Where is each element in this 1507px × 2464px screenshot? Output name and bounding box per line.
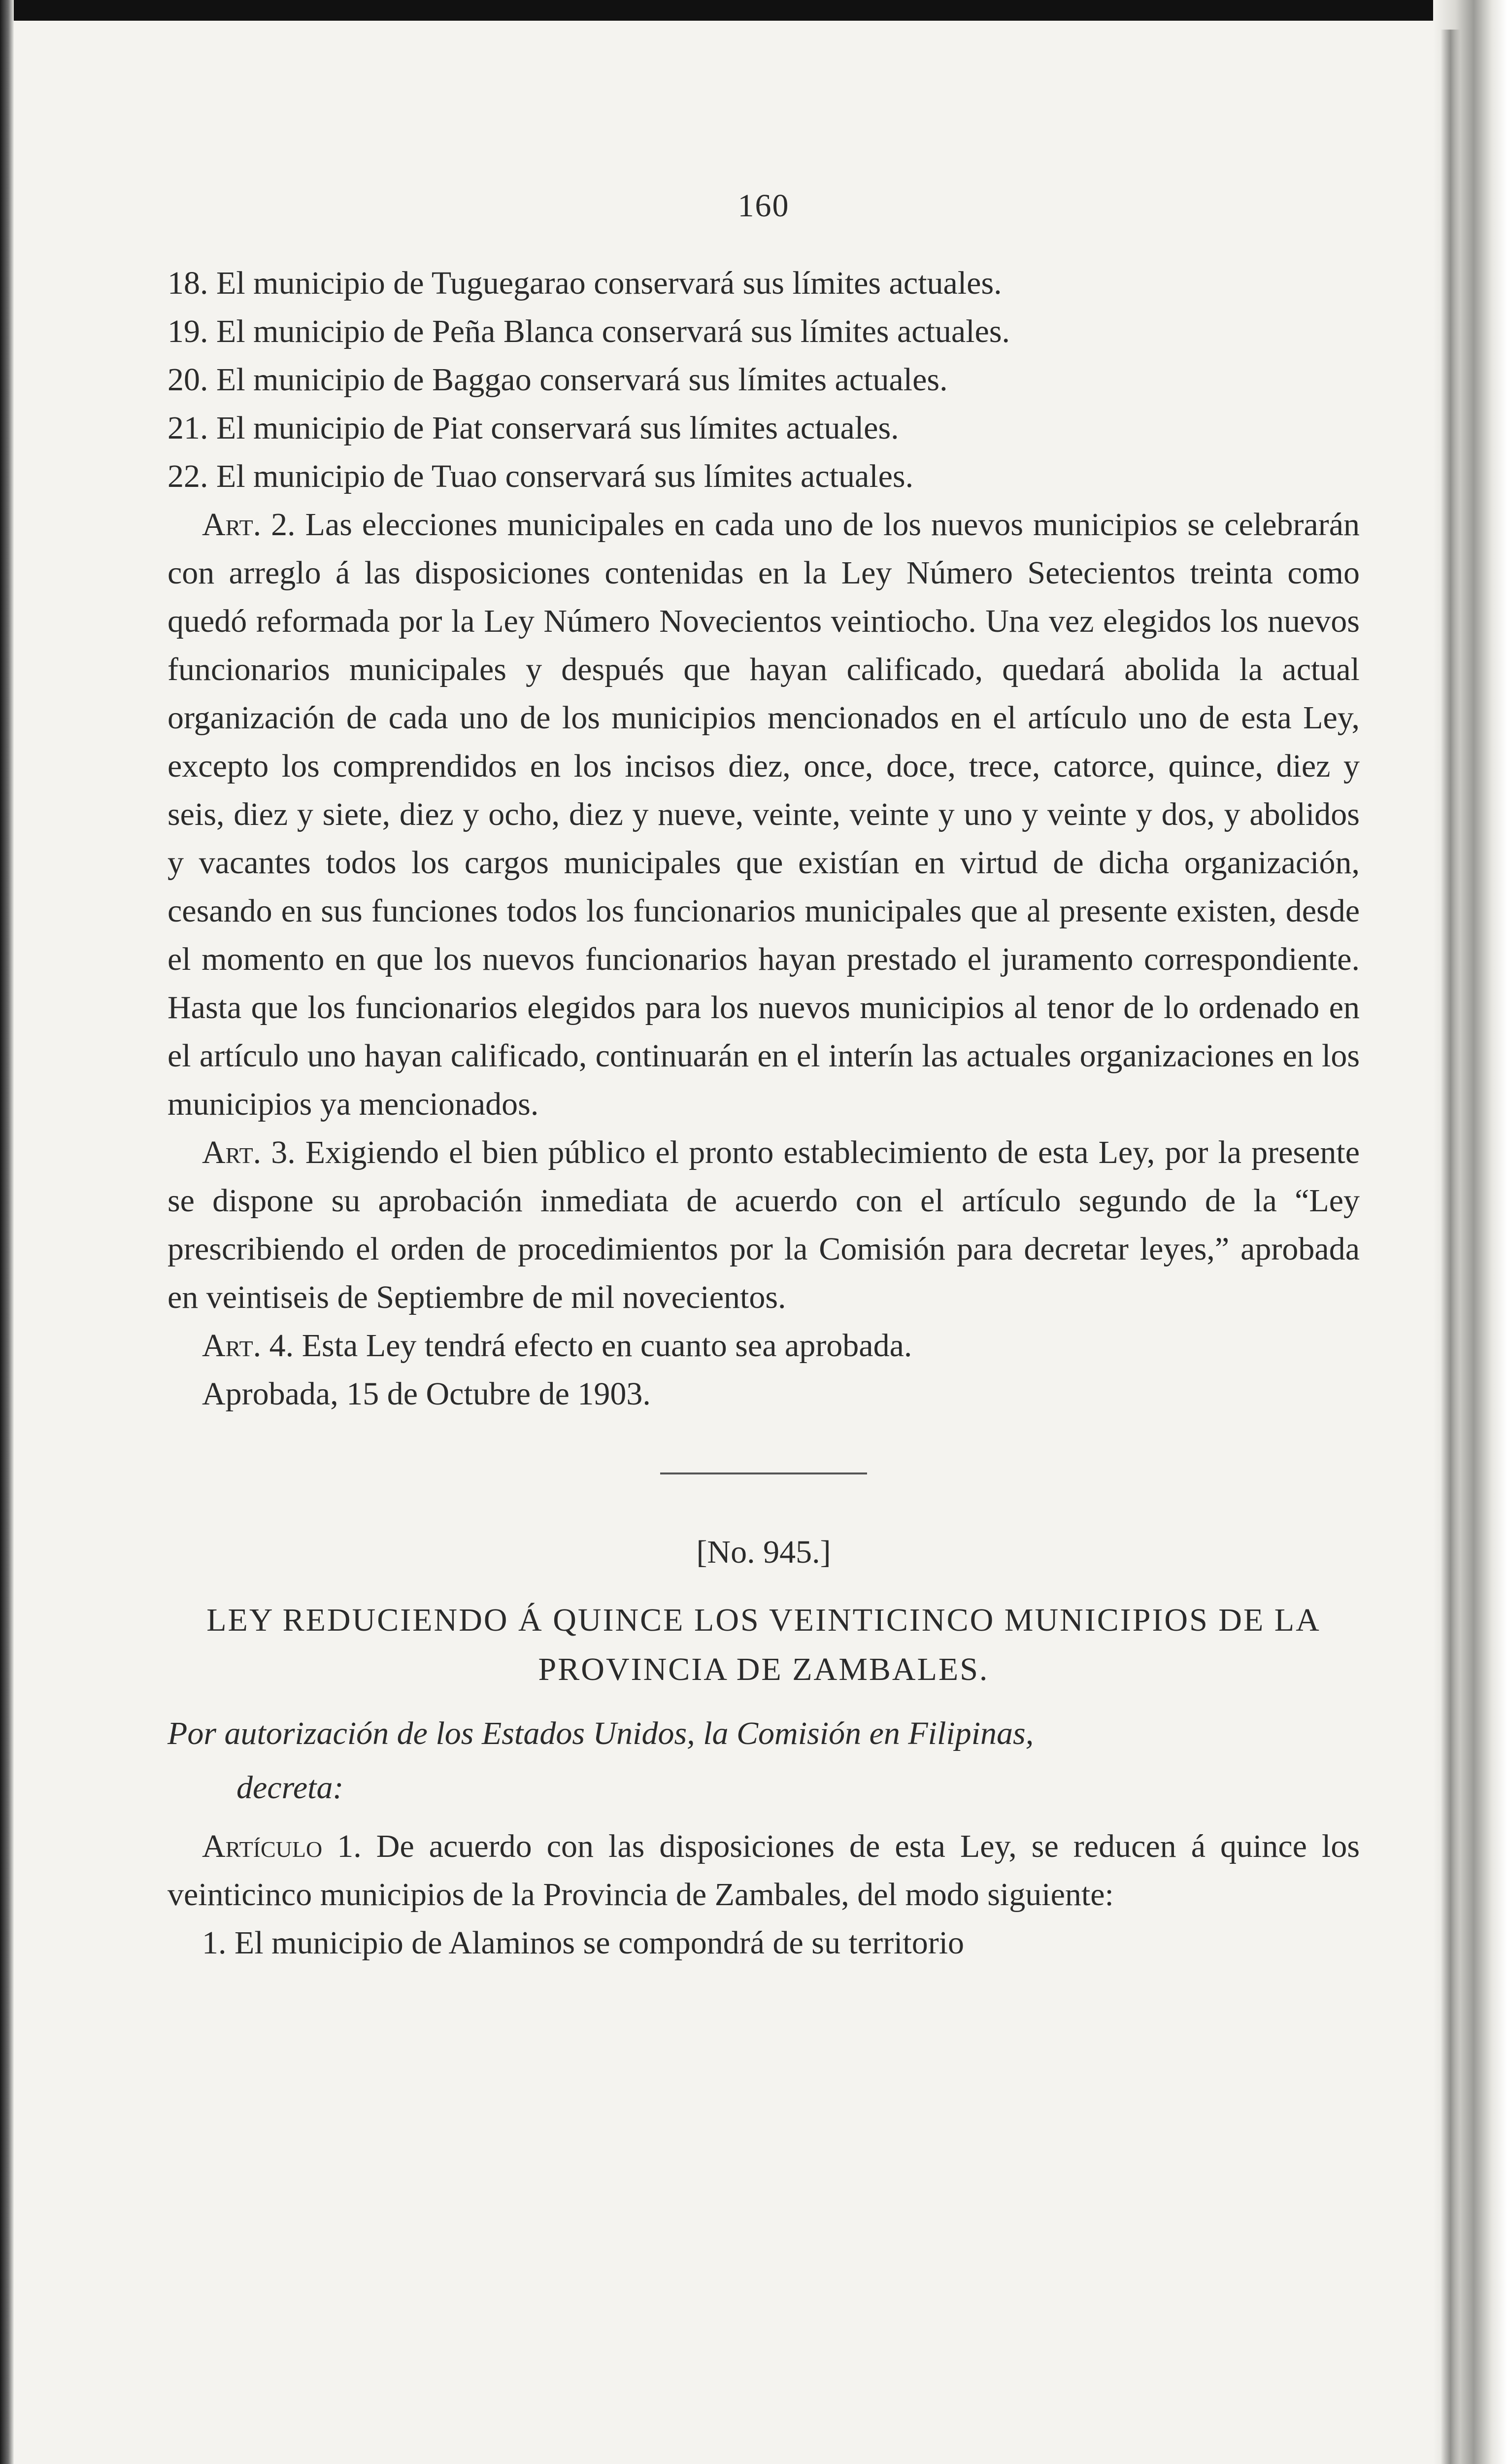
article-text: Exigiendo el bien público el pronto establecimiento de esta Ley, por la presente se dispone su aprobación inmediata de acuerdo con el artículo segundo de la “Ley prescribiendo el orden de procedimientos por la Comisión para decretar leyes,” aprobada en veintiseis de Septiembre de mil novecientos. xyxy=(167,1134,1360,1315)
law-number: [No. 945.] xyxy=(696,1534,831,1570)
article-text: De acuerdo con las disposiciones de esta Ley, se reducen á quince los veinticinco municipios de la Provincia de Zambales, del modo siguiente: xyxy=(167,1828,1360,1913)
decree-word: decreta: xyxy=(236,1770,344,1806)
law-title: LEY REDUCIENDO Á QUINCE LOS VEINTICINCO MUNICIPIOS DE LA PROVINCIA DE ZAMBALES. xyxy=(206,1602,1321,1687)
page-top-edge xyxy=(0,0,1507,21)
list-item: 18. El municipio de Tuguegarao conservará sus límites actuales. xyxy=(167,265,1002,301)
page-number: 160 xyxy=(737,188,790,224)
article-label: Art. 3. xyxy=(202,1134,296,1170)
article-1 xyxy=(167,1822,1360,1919)
article-2 xyxy=(167,501,1360,1129)
article-label: Artículo 1. xyxy=(202,1828,362,1864)
article-3 xyxy=(167,1129,1360,1322)
list-item: 21. El municipio de Piat conservará sus límites actuales. xyxy=(167,410,899,446)
list-item: 22. El municipio de Tuao conservará sus límites actuales. xyxy=(167,458,914,494)
page-left-edge xyxy=(0,0,14,2464)
list-item: 20. El municipio de Baggao conservará sus límites actuales. xyxy=(167,362,948,398)
section-divider xyxy=(660,1472,867,1474)
article-text: Esta Ley tendrá efecto en cuanto sea aprobada. xyxy=(301,1328,912,1364)
approval-date: Aprobada, 15 de Octubre de 1903. xyxy=(202,1376,651,1412)
page-body xyxy=(167,187,1360,1967)
list-item: 19. El municipio de Peña Blanca conservará sus límites actuales. xyxy=(167,313,1010,349)
list-item: 1. El municipio de Alaminos se compondrá de su territorio xyxy=(202,1925,965,1961)
article-label: Art. 4. xyxy=(202,1328,294,1364)
gutter-shadow xyxy=(1440,30,1460,2464)
article-text: Las elecciones municipales en cada uno de los nuevos municipios se celebrarán con arreglo á las disposiciones contenidas en la Ley Número Setecientos treinta como quedó reformada por la Ley Número Novecientos veintiocho. Una vez elegidos los nuevos funcionarios municipales y después que hayan calificado, quedará abolida la actual organización de cada uno de los municipios mencionados en el artículo uno de esta Ley, excepto los comprendidos en los incisos diez, once, doce, trece, catorce, quince, diez y seis, diez y siete, diez y ocho, diez y nueve, veinte, veinte y uno y veinte y dos, y abolidos y vacantes todos los cargos municipales que existían en virtud de dicha organización, cesando en sus funciones todos los funcionarios municipales que al presente existen, desde el momento en que los nuevos funcionarios hayan prestado el juramento correspondiente. Hasta que los funcionarios elegidos para los nuevos municipios al tenor de lo ordenado en el artículo uno hayan calificado, continuarán en el interín las actuales organizaciones en los municipios ya mencionados. xyxy=(167,507,1360,1122)
decree-clause: Por autorización de los Estados Unidos, la Comisión en Filipinas, xyxy=(167,1715,1034,1751)
article-4 xyxy=(167,1322,1360,1370)
article-label: Art. 2. xyxy=(202,507,296,543)
